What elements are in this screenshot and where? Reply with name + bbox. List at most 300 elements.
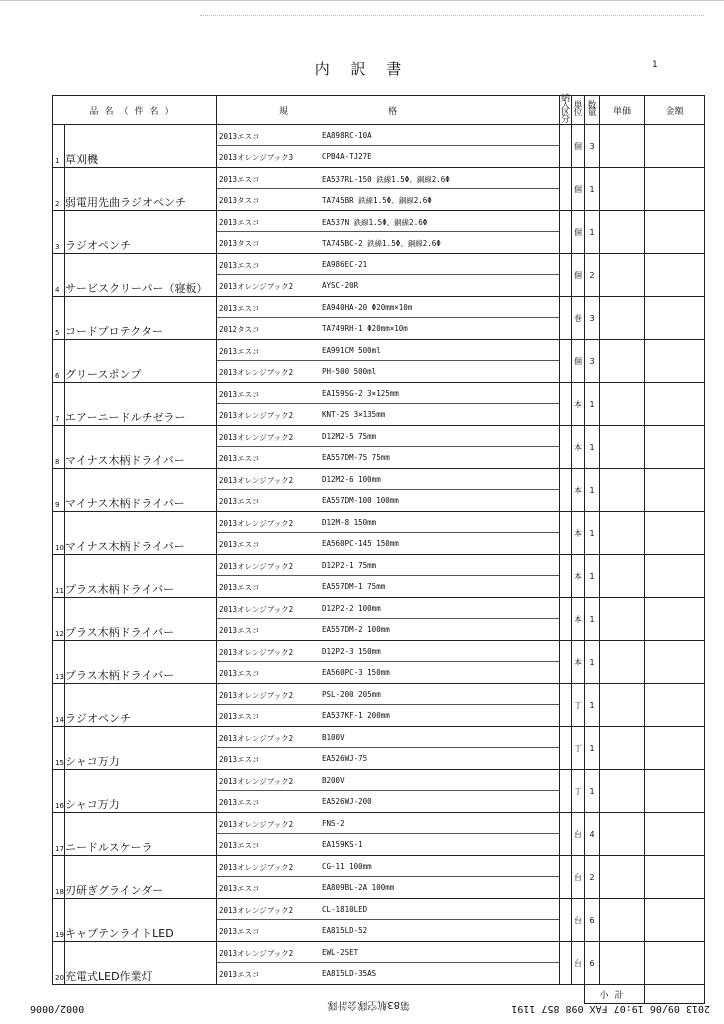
item-name: ラジオペンチ bbox=[65, 211, 217, 254]
item-number-cell bbox=[53, 254, 65, 297]
spec-line bbox=[217, 727, 559, 748]
table-row bbox=[53, 899, 705, 942]
item-number: 15 bbox=[55, 759, 64, 767]
spec-line bbox=[217, 512, 559, 533]
spec-source: 2013オレンジブック3 bbox=[219, 153, 294, 162]
item-spec bbox=[217, 684, 560, 727]
item-qty: 1 bbox=[585, 641, 600, 684]
spec-code: TA745BR 鉄線1.5Φ、銅線2.6Φ bbox=[322, 196, 432, 205]
spec-line bbox=[217, 555, 559, 576]
item-name: 弱電用先曲ラジオペンチ bbox=[65, 168, 217, 211]
item-name: マイナス木柄ドライバー bbox=[65, 469, 217, 512]
item-number-cell bbox=[53, 641, 65, 684]
item-qty: 1 bbox=[585, 426, 600, 469]
item-name: ラジオペンチ bbox=[65, 684, 217, 727]
spec-source: 2013オレンジブック2 bbox=[219, 691, 294, 700]
item-unit: 台 bbox=[572, 856, 585, 899]
item-spec bbox=[217, 469, 560, 512]
spec-code: AYSC-20R bbox=[322, 281, 359, 290]
spec-code: D12P2-2 100mm bbox=[322, 604, 381, 613]
item-number: 5 bbox=[55, 329, 60, 337]
spec-line bbox=[217, 920, 559, 940]
item-spec bbox=[217, 641, 560, 684]
item-number: 20 bbox=[55, 974, 64, 982]
item-amount bbox=[645, 469, 705, 512]
spec-source: 2013エスコ bbox=[219, 669, 260, 678]
item-name: 草刈機 bbox=[65, 125, 217, 168]
spec-source: 2013エスコ bbox=[219, 755, 260, 764]
spec-code: EA526WJ-75 bbox=[322, 754, 368, 763]
item-unit: 本 bbox=[572, 469, 585, 512]
spec-code: KNT-2S 3×135mm bbox=[322, 410, 386, 419]
item-material bbox=[560, 168, 572, 211]
table-row bbox=[53, 469, 705, 512]
item-material bbox=[560, 340, 572, 383]
item-spec bbox=[217, 297, 560, 340]
item-material bbox=[560, 942, 572, 985]
header-amount: 金額 bbox=[645, 96, 705, 125]
item-qty: 3 bbox=[585, 297, 600, 340]
item-unit-price bbox=[600, 125, 645, 168]
item-name: プラス木柄ドライバー bbox=[65, 555, 217, 598]
item-unit: 本 bbox=[572, 641, 585, 684]
item-spec bbox=[217, 125, 560, 168]
item-number-cell bbox=[53, 942, 65, 985]
item-material bbox=[560, 254, 572, 297]
spec-source: 2013オレンジブック2 bbox=[219, 282, 294, 291]
table-row bbox=[53, 856, 705, 899]
item-number-cell bbox=[53, 899, 65, 942]
item-material bbox=[560, 684, 572, 727]
item-unit: 個 bbox=[572, 254, 585, 297]
item-amount bbox=[645, 340, 705, 383]
table-row bbox=[53, 211, 705, 254]
item-name: コードプロテクター bbox=[65, 297, 217, 340]
spec-source: 2013エスコ bbox=[219, 712, 260, 721]
item-qty: 6 bbox=[585, 899, 600, 942]
spec-source: 2013エスコ bbox=[219, 347, 260, 356]
item-amount bbox=[645, 555, 705, 598]
fax-footer bbox=[30, 998, 710, 1016]
spec-line bbox=[217, 619, 559, 639]
item-unit: 台 bbox=[572, 942, 585, 985]
fax-date: 2013 09/06 19:07 FAX 098 857 1191 bbox=[511, 1003, 710, 1014]
spec-source: 2013エスコ bbox=[219, 175, 260, 184]
header-row bbox=[53, 96, 705, 125]
item-spec bbox=[217, 254, 560, 297]
spec-code: EA809BL-2A 100mm bbox=[322, 883, 395, 892]
spec-source: 2013オレンジブック2 bbox=[219, 562, 294, 571]
item-unit: 本 bbox=[572, 426, 585, 469]
spec-line bbox=[217, 684, 559, 705]
spec-code: EWL-2SET bbox=[322, 948, 359, 957]
spec-code: D12M2-6 100mm bbox=[322, 475, 381, 484]
item-material bbox=[560, 899, 572, 942]
spec-line bbox=[217, 125, 559, 146]
table-row bbox=[53, 641, 705, 684]
item-unit-price bbox=[600, 168, 645, 211]
item-unit: 巻 bbox=[572, 297, 585, 340]
header-unit: 単位 bbox=[572, 96, 585, 125]
item-amount bbox=[645, 684, 705, 727]
spec-source: 2013オレンジブック2 bbox=[219, 411, 294, 420]
spec-line bbox=[217, 447, 559, 467]
item-amount bbox=[645, 899, 705, 942]
spec-line bbox=[217, 899, 559, 920]
item-number: 12 bbox=[55, 630, 64, 638]
item-number: 7 bbox=[55, 415, 60, 423]
spec-source: 2013タスコ bbox=[219, 239, 260, 248]
item-spec bbox=[217, 383, 560, 426]
table-row bbox=[53, 383, 705, 426]
spec-code: EA815LD-52 bbox=[322, 926, 368, 935]
item-unit-price bbox=[600, 254, 645, 297]
item-unit-price bbox=[600, 942, 645, 985]
spec-line bbox=[217, 856, 559, 877]
table-row bbox=[53, 297, 705, 340]
spec-code: D12P2-1 75mm bbox=[322, 561, 377, 570]
item-number: 19 bbox=[55, 931, 64, 939]
item-number-cell bbox=[53, 684, 65, 727]
spec-line bbox=[217, 254, 559, 275]
item-number-cell bbox=[53, 211, 65, 254]
item-number-cell bbox=[53, 598, 65, 641]
table-row bbox=[53, 254, 705, 297]
spec-source: 2013エスコ bbox=[219, 970, 260, 979]
item-qty: 1 bbox=[585, 512, 600, 555]
spec-line bbox=[217, 834, 559, 854]
item-name: 充電式LED作業灯 bbox=[65, 942, 217, 985]
spec-code: CPB4A-TJ27E bbox=[322, 152, 372, 161]
item-spec bbox=[217, 942, 560, 985]
item-unit: 本 bbox=[572, 598, 585, 641]
item-name: エアーニードルチゼラー bbox=[65, 383, 217, 426]
item-unit-price bbox=[600, 813, 645, 856]
item-amount bbox=[645, 211, 705, 254]
item-number: 9 bbox=[55, 501, 60, 509]
spec-code: EA537N 鉄線1.5Φ、銅線2.6Φ bbox=[322, 218, 428, 227]
spec-line bbox=[217, 770, 559, 791]
item-unit-price bbox=[600, 469, 645, 512]
spec-source: 2013エスコ bbox=[219, 497, 260, 506]
spec-source: 2013オレンジブック2 bbox=[219, 433, 294, 442]
item-number-cell bbox=[53, 727, 65, 770]
item-qty: 1 bbox=[585, 469, 600, 512]
spec-code: EA159SG-2 3×125mm bbox=[322, 389, 399, 398]
spec-code: EA560PC-3 150mm bbox=[322, 668, 390, 677]
table-row bbox=[53, 942, 705, 985]
table-row bbox=[53, 727, 705, 770]
spec-line bbox=[217, 963, 559, 983]
spec-line bbox=[217, 813, 559, 834]
item-name: プラス木柄ドライバー bbox=[65, 641, 217, 684]
item-unit-price bbox=[600, 426, 645, 469]
spec-code: B200V bbox=[322, 776, 345, 785]
item-number: 14 bbox=[55, 716, 64, 724]
item-qty: 1 bbox=[585, 211, 600, 254]
spec-source: 2013エスコ bbox=[219, 540, 260, 549]
spec-code: FNS-2 bbox=[322, 819, 345, 828]
item-number-cell bbox=[53, 340, 65, 383]
item-unit: 丁 bbox=[572, 684, 585, 727]
item-qty: 1 bbox=[585, 727, 600, 770]
item-material bbox=[560, 512, 572, 555]
item-material bbox=[560, 125, 572, 168]
item-unit-price bbox=[600, 555, 645, 598]
spec-code: EA940HA-20 Φ20mm×10m bbox=[322, 303, 413, 312]
item-unit: 台 bbox=[572, 813, 585, 856]
item-number: 17 bbox=[55, 845, 64, 853]
spec-code: PH-500 500ml bbox=[322, 367, 377, 376]
item-material bbox=[560, 641, 572, 684]
item-name: シャコ万力 bbox=[65, 770, 217, 813]
header-name: 品名（件名） bbox=[53, 96, 217, 125]
spec-line bbox=[217, 318, 559, 338]
header-qty: 数量 bbox=[585, 96, 600, 125]
header-unit-price: 単価 bbox=[600, 96, 645, 125]
item-amount bbox=[645, 598, 705, 641]
spec-code: EA991CM 500ml bbox=[322, 346, 381, 355]
item-material bbox=[560, 383, 572, 426]
spec-source: 2013オレンジブック2 bbox=[219, 368, 294, 377]
spec-code: EA557DM-1 75mm bbox=[322, 582, 386, 591]
spec-source: 2013エスコ bbox=[219, 304, 260, 313]
spec-line bbox=[217, 340, 559, 361]
item-spec bbox=[217, 168, 560, 211]
item-number-cell bbox=[53, 555, 65, 598]
item-qty: 1 bbox=[585, 684, 600, 727]
table-row bbox=[53, 813, 705, 856]
table-row bbox=[53, 512, 705, 555]
item-amount bbox=[645, 641, 705, 684]
spec-source: 2013オレンジブック2 bbox=[219, 820, 294, 829]
item-number: 10 bbox=[55, 544, 64, 552]
item-amount bbox=[645, 512, 705, 555]
item-amount bbox=[645, 770, 705, 813]
item-material bbox=[560, 297, 572, 340]
item-spec bbox=[217, 340, 560, 383]
spec-source: 2013オレンジブック2 bbox=[219, 605, 294, 614]
spec-line bbox=[217, 146, 559, 166]
item-unit: 個 bbox=[572, 125, 585, 168]
table-row bbox=[53, 598, 705, 641]
table-row bbox=[53, 125, 705, 168]
spec-code: EA560PC-145 150mm bbox=[322, 539, 399, 548]
item-qty: 1 bbox=[585, 555, 600, 598]
spec-line bbox=[217, 211, 559, 232]
spec-code: EA898RC-10A bbox=[322, 131, 372, 140]
item-material bbox=[560, 856, 572, 899]
spec-source: 2013エスコ bbox=[219, 626, 260, 635]
item-amount bbox=[645, 942, 705, 985]
item-name: シャコ万力 bbox=[65, 727, 217, 770]
spec-line bbox=[217, 598, 559, 619]
item-name: マイナス木柄ドライバー bbox=[65, 426, 217, 469]
item-number-cell bbox=[53, 125, 65, 168]
item-amount bbox=[645, 297, 705, 340]
spec-line bbox=[217, 361, 559, 381]
spec-line bbox=[217, 490, 559, 510]
spec-source: 2013エスコ bbox=[219, 583, 260, 592]
item-unit-price bbox=[600, 211, 645, 254]
item-spec bbox=[217, 727, 560, 770]
spec-source: 2013エスコ bbox=[219, 884, 260, 893]
item-material bbox=[560, 813, 572, 856]
spec-code: D12P2-3 150mm bbox=[322, 647, 381, 656]
item-number: 2 bbox=[55, 200, 60, 208]
item-number-cell bbox=[53, 813, 65, 856]
item-unit: 個 bbox=[572, 168, 585, 211]
item-amount bbox=[645, 254, 705, 297]
item-name: グリースポンプ bbox=[65, 340, 217, 383]
spec-source: 2013エスコ bbox=[219, 132, 260, 141]
table-row bbox=[53, 555, 705, 598]
item-name: プラス木柄ドライバー bbox=[65, 598, 217, 641]
item-qty: 3 bbox=[585, 340, 600, 383]
spec-code: TA745BC-2 鉄線1.5Φ、銅線2.6Φ bbox=[322, 239, 441, 248]
spec-source: 2013エスコ bbox=[219, 261, 260, 270]
spec-line bbox=[217, 383, 559, 404]
item-number: 8 bbox=[55, 458, 60, 466]
spec-line bbox=[217, 426, 559, 447]
item-number: 3 bbox=[55, 243, 60, 251]
item-unit-price bbox=[600, 512, 645, 555]
spec-code: EA557DM-100 100mm bbox=[322, 496, 399, 505]
spec-line bbox=[217, 275, 559, 295]
spec-line bbox=[217, 297, 559, 318]
item-name: ニードルスケーラ bbox=[65, 813, 217, 856]
item-spec bbox=[217, 598, 560, 641]
item-material bbox=[560, 555, 572, 598]
item-qty: 1 bbox=[585, 770, 600, 813]
item-spec bbox=[217, 813, 560, 856]
item-unit-price bbox=[600, 770, 645, 813]
header-material: 納入区分 bbox=[561, 94, 571, 125]
item-unit: 個 bbox=[572, 211, 585, 254]
item-number-cell bbox=[53, 168, 65, 211]
item-spec bbox=[217, 899, 560, 942]
spec-line bbox=[217, 748, 559, 768]
item-amount bbox=[645, 125, 705, 168]
spec-code: CL-1810LED bbox=[322, 905, 368, 914]
table-row bbox=[53, 684, 705, 727]
item-number-cell bbox=[53, 469, 65, 512]
item-unit: 個 bbox=[572, 340, 585, 383]
item-material bbox=[560, 598, 572, 641]
spec-line bbox=[217, 791, 559, 811]
item-unit-price bbox=[600, 383, 645, 426]
item-unit: 本 bbox=[572, 383, 585, 426]
spec-code: EA159KS-1 bbox=[322, 840, 363, 849]
item-number: 4 bbox=[55, 286, 60, 294]
item-spec bbox=[217, 856, 560, 899]
item-number: 1 bbox=[55, 157, 60, 165]
item-spec bbox=[217, 770, 560, 813]
itemized-statement-table bbox=[52, 95, 705, 1004]
spec-code: EA815LD-35AS bbox=[322, 969, 377, 978]
document-title: 内 訳 書 bbox=[314, 60, 410, 78]
item-qty: 1 bbox=[585, 383, 600, 426]
item-material bbox=[560, 211, 572, 254]
spec-code: D12M-8 150mm bbox=[322, 518, 377, 527]
item-amount bbox=[645, 383, 705, 426]
item-number: 11 bbox=[55, 587, 64, 595]
spec-source: 2013タスコ bbox=[219, 196, 260, 205]
item-qty: 6 bbox=[585, 942, 600, 985]
spec-code: EA526WJ-200 bbox=[322, 797, 372, 806]
spec-line bbox=[217, 533, 559, 553]
spec-source: 2013オレンジブック2 bbox=[219, 863, 294, 872]
spec-code: EA557DM-2 100mm bbox=[322, 625, 390, 634]
spec-line bbox=[217, 404, 559, 424]
spec-line bbox=[217, 189, 559, 209]
spec-code: D12M2-5 75mm bbox=[322, 432, 377, 441]
scan-noise-line bbox=[200, 15, 704, 17]
spec-source: 2013オレンジブック2 bbox=[219, 906, 294, 915]
item-unit-price bbox=[600, 684, 645, 727]
item-unit-price bbox=[600, 727, 645, 770]
fax-sender: 第83航空隊会計隊 bbox=[327, 999, 410, 1010]
spec-source: 2013オレンジブック2 bbox=[219, 949, 294, 958]
spec-source: 2013エスコ bbox=[219, 841, 260, 850]
spec-source: 2012タスコ bbox=[219, 325, 260, 334]
spec-source: 2013エスコ bbox=[219, 798, 260, 807]
spec-line bbox=[217, 705, 559, 725]
spec-line bbox=[217, 232, 559, 252]
item-qty: 2 bbox=[585, 254, 600, 297]
header-spec: 規格 bbox=[217, 96, 560, 125]
item-unit-price bbox=[600, 856, 645, 899]
spec-code: EA537RL-150 鉄線1.5Φ、銅線2.6Φ bbox=[322, 175, 450, 184]
item-number-cell bbox=[53, 512, 65, 555]
item-unit-price bbox=[600, 598, 645, 641]
spec-line bbox=[217, 942, 559, 963]
fax-page: 0002/0006 bbox=[30, 1003, 85, 1014]
item-unit: 丁 bbox=[572, 727, 585, 770]
item-unit-price bbox=[600, 899, 645, 942]
spec-source: 2013オレンジブック2 bbox=[219, 476, 294, 485]
item-name: 刃研ぎグラインダー bbox=[65, 856, 217, 899]
item-material bbox=[560, 469, 572, 512]
spec-line bbox=[217, 168, 559, 189]
item-unit: 台 bbox=[572, 899, 585, 942]
item-number-cell bbox=[53, 297, 65, 340]
spec-source: 2013オレンジブック2 bbox=[219, 777, 294, 786]
item-name: キャプテンライトLED bbox=[65, 899, 217, 942]
item-material bbox=[560, 426, 572, 469]
item-amount bbox=[645, 813, 705, 856]
spec-source: 2013オレンジブック2 bbox=[219, 648, 294, 657]
spec-code: EA986EC-21 bbox=[322, 260, 368, 269]
spec-source: 2013エスコ bbox=[219, 927, 260, 936]
spec-line bbox=[217, 576, 559, 596]
table-row bbox=[53, 168, 705, 211]
spec-source: 2013エスコ bbox=[219, 454, 260, 463]
item-material bbox=[560, 727, 572, 770]
spec-code: TA749RH-1 Φ20mm×10m bbox=[322, 324, 408, 333]
item-amount bbox=[645, 856, 705, 899]
page-number: 1 bbox=[652, 60, 658, 70]
item-amount bbox=[645, 727, 705, 770]
spec-line bbox=[217, 877, 559, 897]
item-spec bbox=[217, 512, 560, 555]
item-number: 6 bbox=[55, 372, 60, 380]
item-number: 13 bbox=[55, 673, 64, 681]
spec-line bbox=[217, 662, 559, 682]
item-amount bbox=[645, 168, 705, 211]
table-row bbox=[53, 770, 705, 813]
item-name: マイナス木柄ドライバー bbox=[65, 512, 217, 555]
